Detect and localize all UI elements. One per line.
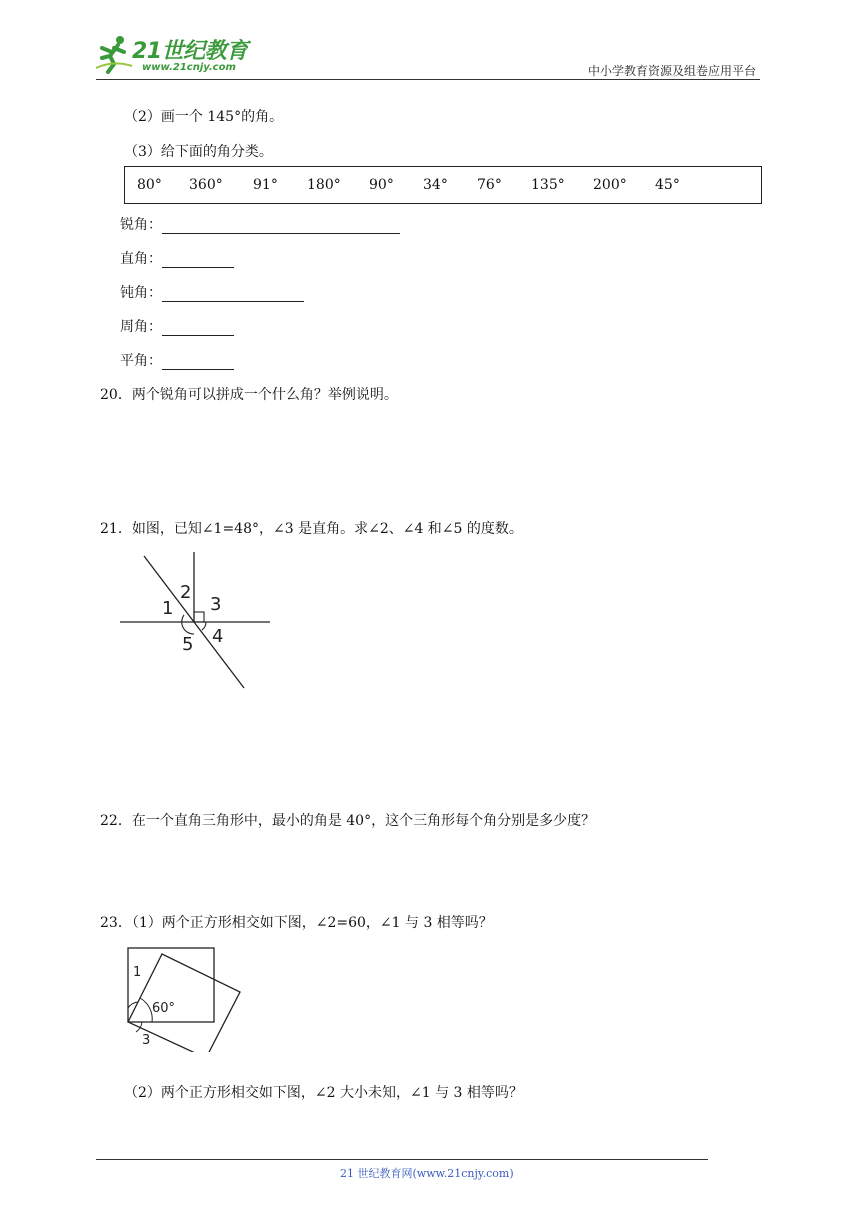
footer-text[interactable]: 21 世纪教育网(www.21cnjy.com) (340, 1167, 514, 1180)
acute-row (120, 214, 400, 234)
angle-value: 200° (593, 177, 627, 193)
q23-part1: 23．（1）两个正方形相交如下图，∠2=60，∠1 与 3 相等吗？ (100, 915, 493, 931)
header-divider (96, 79, 760, 80)
angle-value: 34° (423, 177, 448, 193)
angle-box (124, 166, 762, 204)
straight-label: 平角： (120, 353, 162, 369)
obtuse-answer-blank[interactable] (162, 287, 304, 302)
q22-text: 22．在一个直角三角形中，最小的角是 40°，这个三角形每个角分别是多少度？ (100, 813, 596, 829)
intersecting-squares-figure (120, 942, 250, 1052)
full-label: 周角： (120, 319, 162, 335)
angle-value: 135° (531, 177, 565, 193)
right-answer-blank[interactable] (162, 253, 234, 268)
intersecting-lines-figure (116, 548, 276, 693)
right-angle-mark (194, 612, 204, 622)
full-answer-blank[interactable] (162, 321, 234, 336)
straight-row (120, 350, 234, 370)
angle-value: 45° (655, 177, 680, 193)
square-angle-label-1: 1 (133, 965, 142, 980)
site-logo (94, 34, 264, 78)
angle-value: 76° (477, 177, 502, 193)
runner-icon (94, 34, 134, 74)
footer-divider (96, 1159, 708, 1160)
angle-value: 90° (369, 177, 394, 193)
q23-part2: （2）两个正方形相交如下图，∠2 大小未知，∠1 与 3 相等吗？ (124, 1085, 523, 1101)
logo-url: www.21cnjy.com (142, 62, 236, 73)
angle-value: 360° (189, 177, 223, 193)
angle-value: 80° (137, 177, 162, 193)
angle-label-5: 5 (182, 634, 194, 655)
square-angle-label-60: 60° (152, 1001, 176, 1016)
q21-text: 21．如图，已知∠1=48°，∠3 是直角。求∠2、∠4 和∠5 的度数。 (100, 521, 523, 537)
obtuse-label: 钝角： (120, 285, 162, 301)
logo-text: 21世纪教育 (132, 39, 248, 64)
angle-label-1: 1 (162, 598, 174, 619)
square-angle-label-3: 3 (142, 1033, 151, 1048)
right-row (120, 248, 234, 268)
angle-arc-4 (202, 622, 206, 630)
angle-value: 91° (253, 177, 278, 193)
site-title: 中小学教育资源及组卷应用平台 (587, 64, 756, 78)
acute-label: 锐角： (120, 217, 162, 233)
angle-label-3: 3 (210, 594, 222, 615)
right-label: 直角： (120, 251, 162, 267)
angle-arc-2 (140, 998, 152, 1022)
angle-label-2: 2 (180, 582, 192, 603)
angle-arc-1 (182, 615, 194, 634)
angle-label-4: 4 (212, 626, 224, 647)
q19-part2: （2）画一个 145°的角。 (124, 109, 284, 125)
acute-answer-blank[interactable] (162, 219, 400, 234)
q19-part3: （3）给下面的角分类。 (124, 144, 273, 160)
obtuse-row (120, 282, 304, 302)
q20-text: 20．两个锐角可以拼成一个什么角？举例说明。 (100, 387, 398, 403)
full-row (120, 316, 234, 336)
angle-value: 180° (307, 177, 341, 193)
straight-answer-blank[interactable] (162, 355, 234, 370)
